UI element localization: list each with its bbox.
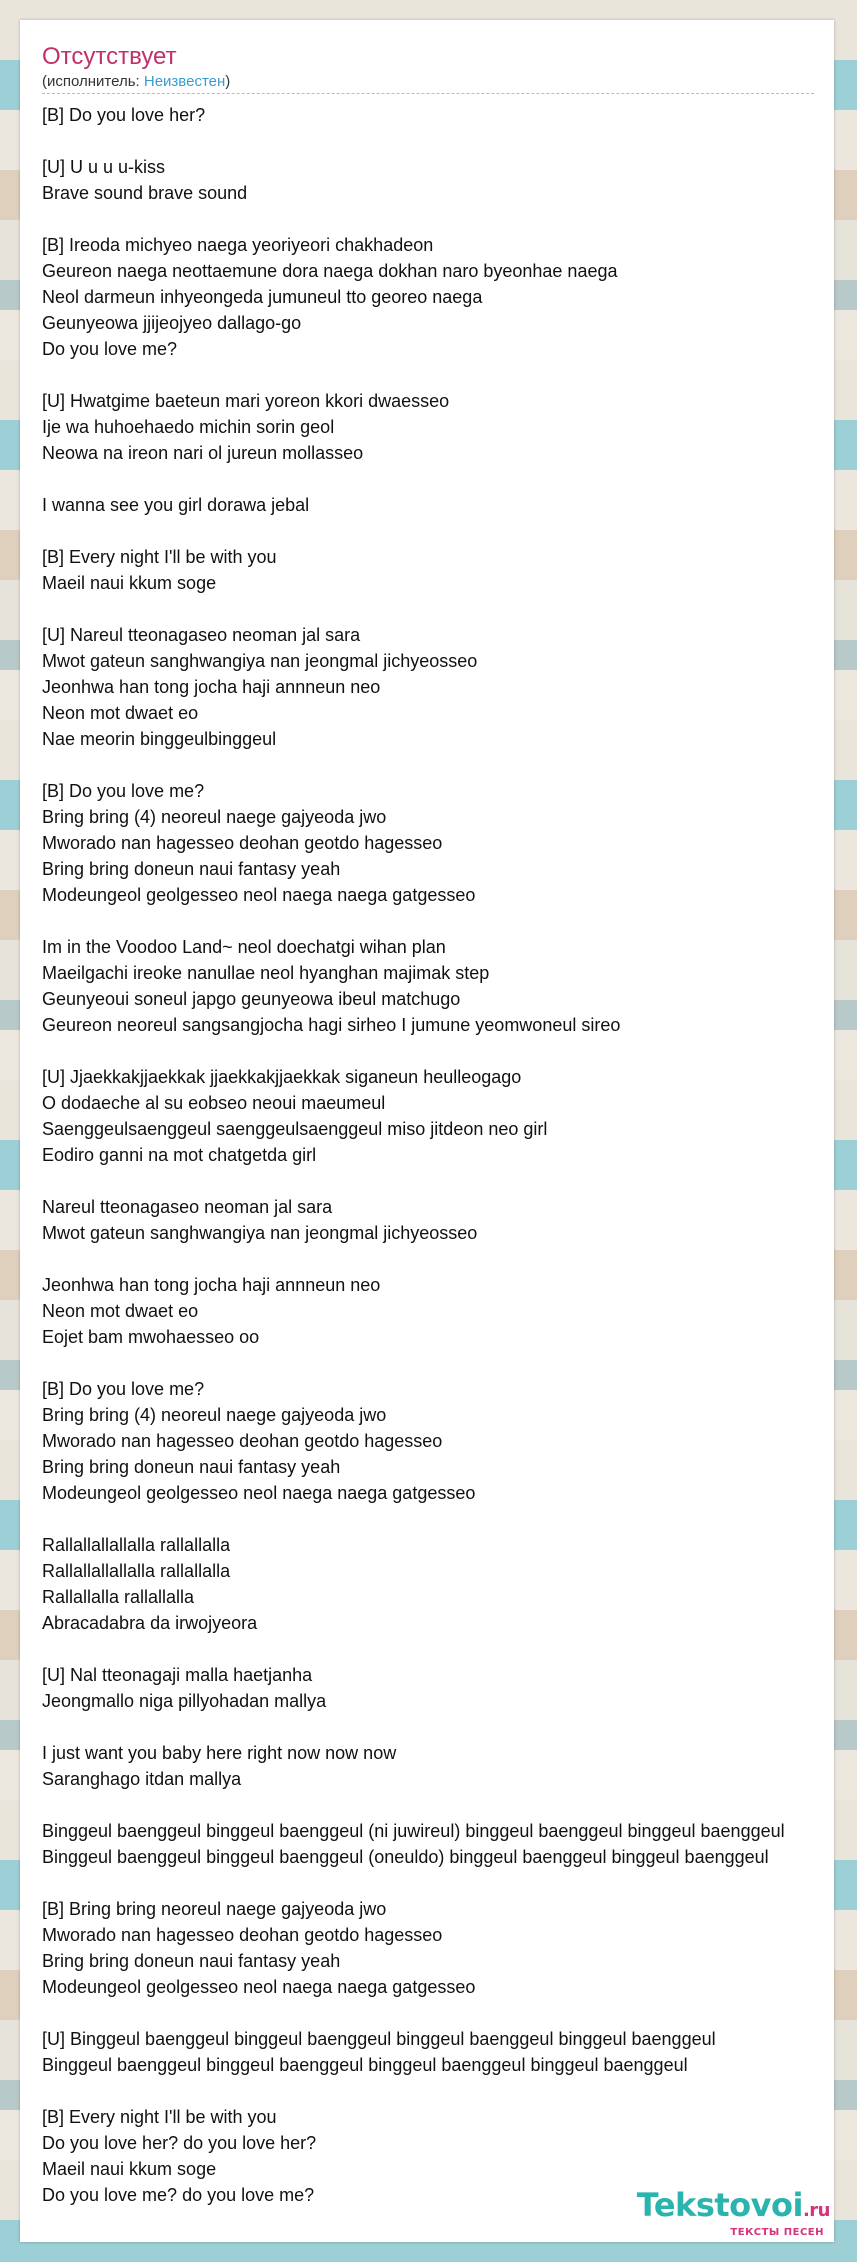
lyric-line: Ije wa huhoehaedo michin sorin geol [42,417,335,437]
lyric-line: Rallallalla rallallalla [42,1587,195,1607]
lyric-line: [U] Hwatgime baeteun mari yoreon kkori dwaesseo [42,391,450,411]
lyric-line: Nae meorin binggeulbinggeul [42,729,277,749]
lyric-line: Maeilgachi ireoke nanullae neol hyanghan majimak step [42,963,490,983]
lyric-line: Mworado nan hagesseo deohan geotdo hagesseo [42,1925,443,1945]
lyric-line: Binggeul baenggeul binggeul baenggeul (ni juwireul) binggeul baenggeul binggeul baenggeul [42,1821,785,1841]
logo-name [637,2187,830,2229]
lyric-line: Jeonhwa han tong jocha haji annneun neo [42,677,381,697]
lyric-line: Modeungeol geolgesseo neol naega naega gatgesseo [42,885,476,905]
lyric-line: [B] Every night I'll be with you [42,547,277,567]
lyric-line: Modeungeol geolgesseo neol naega naega gatgesseo [42,1483,476,1503]
artist-suffix: ) [225,73,231,90]
lyric-line: Rallallallallalla rallallalla [42,1561,231,1581]
logo-wordmark: Tekstovoi [636,2186,803,2224]
lyric-line: Eodiro ganni na mot chatgetda girl [42,1145,317,1165]
lyric-line: I just want you baby here right now now now [42,1743,397,1763]
lyric-line: Jeonhwa han tong jocha haji annneun neo [42,1275,381,1295]
lyric-line: [U] U u u u-kiss [42,157,166,177]
lyric-line: Nareul tteonagaseo neoman jal sara [42,1197,333,1217]
lyric-line: Binggeul baenggeul binggeul baenggeul (oneuldo) binggeul baenggeul binggeul baenggeul [42,1847,769,1867]
artist-line [42,72,230,92]
lyric-line: Bring bring (4) neoreul naege gajyeoda jwo [42,1405,387,1425]
lyric-line: Brave sound brave sound [42,183,248,203]
lyric-line: Geureon neoreul sangsangjocha hagi sirheo I jumune yeomwoneul sireo [42,1015,621,1035]
lyric-line: Do you love her? do you love her? [42,2133,317,2153]
lyric-line: Maeil naui kkum soge [42,2159,217,2179]
lyric-line: Do you love me? do you love me? [42,2185,315,2205]
lyric-line: O dodaeche al su eobseo neoui maeumeul [42,1093,386,1113]
lyric-line: Do you love me? [42,339,178,359]
lyrics-text [42,102,832,2208]
lyric-line: Bring bring doneun naui fantasy yeah [42,859,341,879]
lyric-line: [B] Do you love me? [42,781,205,801]
lyric-line: [B] Bring bring neoreul naege gajyeoda jwo [42,1899,387,1919]
lyric-line: Bring bring (4) neoreul naege gajyeoda jwo [42,807,387,827]
logo-tld: .ru [802,2200,830,2221]
lyric-line: Mworado nan hagesseo deohan geotdo hagesseo [42,833,443,853]
lyric-line: Saranghago itdan mallya [42,1769,242,1789]
lyric-line: Geureon naega neottaemune dora naega dokhan naro byeonhae naega [42,261,618,281]
lyric-line: Jeongmallo niga pillyohadan mallya [42,1691,327,1711]
artist-prefix: (исполнитель: [42,73,144,90]
artist-link[interactable]: Неизвестен [143,73,226,90]
lyric-line: [U] Nareul tteonagaseo neoman jal sara [42,625,361,645]
site-logo[interactable] [637,2187,830,2238]
lyric-line: Abracadabra da irwojyeora [42,1613,258,1633]
lyric-line: Modeungeol geolgesseo neol naega naega gatgesseo [42,1977,476,1997]
lyric-line: [B] Ireoda michyeo naega yeoriyeori chakhadeon [42,235,434,255]
lyric-line: Maeil naui kkum soge [42,573,217,593]
lyric-line: Mwot gateun sanghwangiya nan jeongmal jichyeosseo [42,1223,478,1243]
lyric-line: [U] Binggeul baenggeul binggeul baenggeul binggeul baenggeul binggeul baenggeul [42,2029,716,2049]
lyric-line: [B] Do you love me? [42,1379,205,1399]
lyric-line: Eojet bam mwohaesseo oo [42,1327,260,1347]
title-divider [42,93,814,94]
lyric-line: Bring bring doneun naui fantasy yeah [42,1951,341,1971]
lyric-line: Saenggeulsaenggeul saenggeulsaenggeul miso jitdeon neo girl [42,1119,548,1139]
lyric-line: Binggeul baenggeul binggeul baenggeul binggeul baenggeul binggeul baenggeul [42,2055,688,2075]
song-title: Отсутствует [42,43,177,70]
lyric-line: [U] Jjaekkakjjaekkak jjaekkakjjaekkak siganeun heulleogago [42,1067,522,1087]
lyrics-page [20,20,834,2242]
lyric-line: [U] Nal tteonagaji malla haetjanha [42,1665,313,1685]
lyric-line: Neowa na ireon nari ol jureun mollasseo [42,443,364,463]
lyric-line: [B] Do you love her? [42,105,206,125]
lyric-line: I wanna see you girl dorawa jebal [42,495,310,515]
lyric-line: Neon mot dwaet eo [42,703,199,723]
lyric-line: Mworado nan hagesseo deohan geotdo hagesseo [42,1431,443,1451]
lyric-line: Mwot gateun sanghwangiya nan jeongmal jichyeosseo [42,651,478,671]
logo-tagline: ТЕКСТЫ ПЕСЕН [730,2227,824,2238]
lyric-line: Neon mot dwaet eo [42,1301,199,1321]
lyric-line: Rallallallallalla rallallalla [42,1535,231,1555]
lyric-line: Bring bring doneun naui fantasy yeah [42,1457,341,1477]
lyric-line: Geunyeowa jjijeojyeo dallago-go [42,313,302,333]
lyric-line: [B] Every night I'll be with you [42,2107,277,2127]
lyric-line: Im in the Voodoo Land~ neol doechatgi wihan plan [42,937,446,957]
lyric-line: Neol darmeun inhyeongeda jumuneul tto georeo naega [42,287,483,307]
lyric-line: Geunyeoui soneul japgo geunyeowa ibeul matchugo [42,989,461,1009]
